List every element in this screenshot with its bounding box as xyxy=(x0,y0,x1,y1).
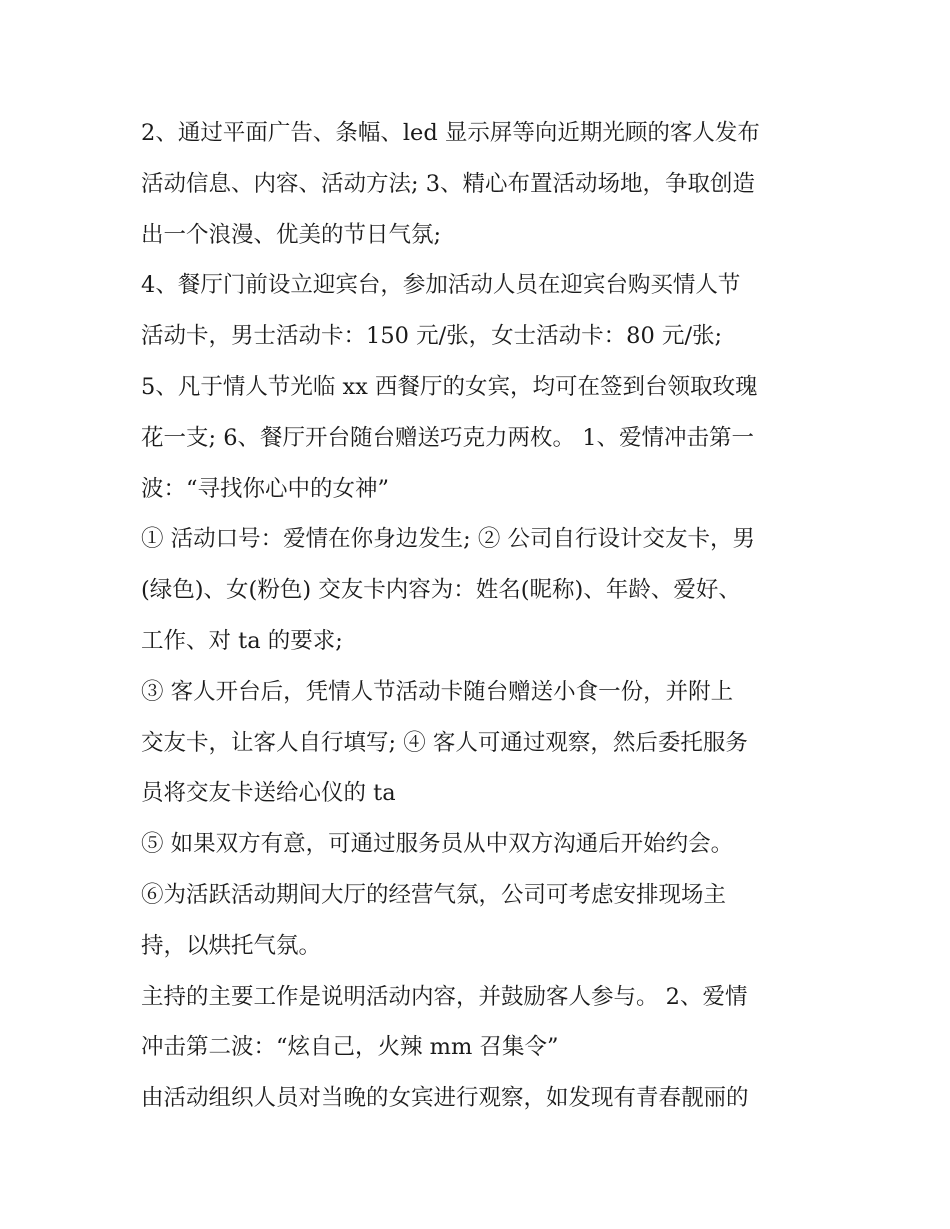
text-line: 2、通过平面广告、条幅、led 显示屏等向近期光顾的客人发布 xyxy=(141,120,760,146)
text-line: ③ 客人开台后，凭情人节活动卡随台赠送小食一份，并附上 xyxy=(141,678,734,705)
text-line: 花一支; 6、餐厅开台随台赠送巧克力两枚。 1、爱情冲击第一 xyxy=(141,424,755,451)
document-body xyxy=(141,108,821,1124)
text-line: 4、餐厅门前设立迎宾台，参加活动人员在迎宾台购买情人节 xyxy=(141,272,741,299)
text-line: ⑥为活跃活动期间大厅的经营气氛，公司可考虑安排现场主 xyxy=(141,881,727,908)
text-line: 员将交友卡送给心仪的 ta xyxy=(141,780,396,807)
text-line: 活动卡，男士活动卡：150 元/张，女士活动卡：80 元/张; xyxy=(141,323,723,350)
text-line: 活动信息、内容、活动方法; 3、精心布置活动场地，争取创造 xyxy=(141,170,756,197)
text-line: 工作、对 ta 的要求; xyxy=(141,627,343,654)
text-line: 交友卡，让客人自行填写; ④ 客人可通过观察，然后委托服务 xyxy=(141,729,748,756)
text-line: 出一个浪漫、优美的节日气氛; xyxy=(141,221,442,248)
text-line: 由活动组织人员对当晚的女宾进行观察，如发现有青春靓丽的 xyxy=(141,1085,749,1112)
text-line: ① 活动口号：爱情在你身边发生; ② 公司自行设计交友卡，男 xyxy=(141,526,756,553)
text-line: 持，以烘托气氛。 xyxy=(141,932,322,959)
text-line: 5、凡于情人节光临 xx 西餐厅的女宾，均可在签到台领取玫瑰 xyxy=(141,373,758,400)
text-line: 冲击第二波：“炫自己，火辣 mm 召集令” xyxy=(141,1034,559,1061)
text-line: ⑤ 如果双方有意，可通过服务员从中双方沟通后开始约会。 xyxy=(141,831,734,858)
text-line: (绿色)、女(粉色) 交友卡内容为：姓名(昵称)、年龄、爱好、 xyxy=(141,577,741,604)
text-line: 主持的主要工作是说明活动内容，并鼓励客人参与。 2、爱情 xyxy=(141,983,748,1010)
text-line: 波：“寻找你心中的女神” xyxy=(141,475,390,502)
